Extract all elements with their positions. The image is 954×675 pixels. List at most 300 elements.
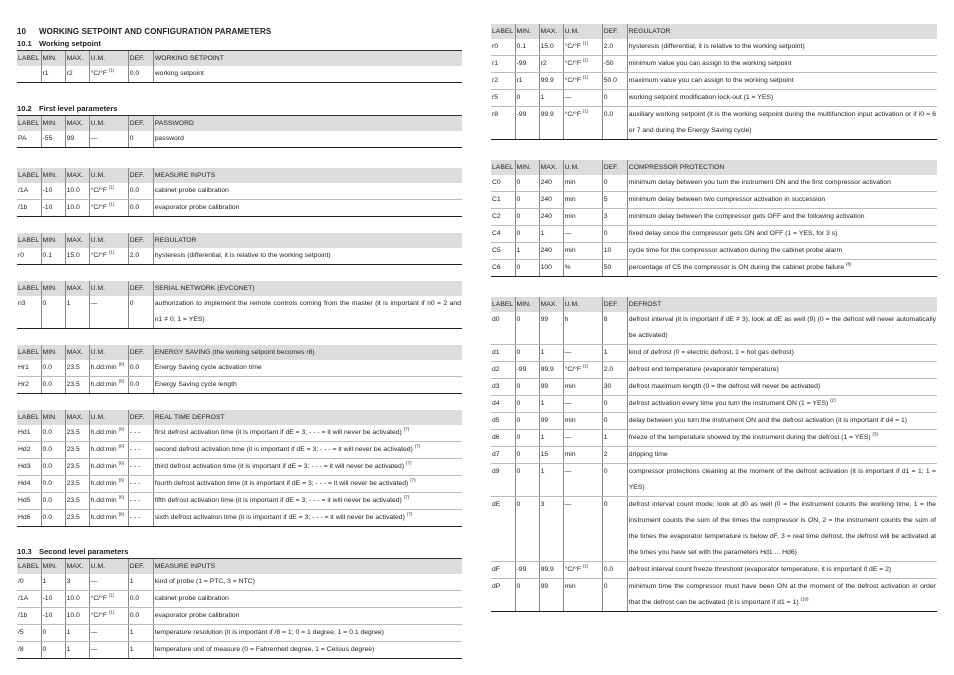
default-cell <box>602 192 627 209</box>
um-cell <box>89 608 128 625</box>
description-cell <box>627 209 937 226</box>
description-cell <box>153 296 462 329</box>
table-row <box>17 248 462 265</box>
table-row <box>491 209 937 226</box>
right-blocks <box>491 24 937 612</box>
parameter-block <box>491 297 937 612</box>
um-cell <box>89 377 128 394</box>
default-cell <box>128 296 153 329</box>
min-cell <box>515 209 539 226</box>
default-cell <box>602 430 627 447</box>
default-cell <box>128 459 153 476</box>
default-cell <box>602 579 627 612</box>
label-cell <box>17 183 41 200</box>
description-cell <box>627 497 937 562</box>
min-cell-text: 0 <box>516 468 521 475</box>
default-cell-text: 0.0 <box>603 111 614 118</box>
label-cell <box>491 260 515 277</box>
default-cell-text: 0 <box>603 94 608 101</box>
label-cell-text: d2 <box>492 366 500 373</box>
um-cell-text: °C/°F <box>564 111 582 118</box>
table-header-row <box>17 168 462 183</box>
max-cell-text: r2 <box>66 70 73 77</box>
um-cell-text: h.dd:min <box>90 480 117 487</box>
um-cell-text: — <box>564 501 572 508</box>
min-cell <box>41 66 65 83</box>
min-cell-text: 0 <box>516 583 521 590</box>
parameter-table <box>17 233 462 265</box>
um-footnote: (6) <box>118 511 125 517</box>
default-cell <box>602 413 627 430</box>
min-cell <box>515 192 539 209</box>
description-footnote: (2) <box>830 397 836 403</box>
default-cell <box>602 362 627 379</box>
um-cell-text: min <box>564 451 576 458</box>
table-row <box>17 425 462 442</box>
default-cell-text: - - - <box>129 497 141 504</box>
um-footnote: (1) <box>108 67 115 73</box>
label-cell-text: /1A <box>18 187 29 194</box>
table-row <box>491 447 937 464</box>
table-row <box>491 73 937 90</box>
max-cell-text: 23.5 <box>66 497 80 504</box>
max-cell <box>65 625 89 642</box>
max-cell <box>65 591 89 608</box>
max-cell <box>539 312 563 345</box>
description-cell-text: working setpoint <box>154 70 204 77</box>
subsection-title: Second level parameters <box>39 547 129 556</box>
min-cell <box>515 447 539 464</box>
um-cell-text: — <box>564 400 572 407</box>
description-cell <box>153 183 462 200</box>
max-cell <box>65 493 89 510</box>
default-cell-text: 0.0 <box>129 187 140 194</box>
min-cell-text: -10 <box>42 187 53 194</box>
parameter-table <box>491 297 937 612</box>
um-cell <box>563 379 602 396</box>
default-cell <box>602 56 627 73</box>
default-cell <box>128 591 153 608</box>
description-cell <box>627 396 937 413</box>
label-cell-text: d4 <box>492 400 500 407</box>
header-cell: DEF. <box>602 297 627 312</box>
um-cell <box>89 510 128 527</box>
min-cell <box>41 248 65 265</box>
label-cell <box>17 625 41 642</box>
label-cell-text: /1A <box>18 595 29 602</box>
left-column <box>17 26 462 675</box>
um-cell-text: °C/°F <box>564 366 582 373</box>
min-cell-text: -10 <box>42 612 53 619</box>
table-row <box>17 200 462 217</box>
description-cell-text: cabinet probe calibration <box>154 595 229 602</box>
parameter-table <box>491 160 937 277</box>
um-cell-text: min <box>564 179 576 186</box>
um-cell-text: °C/°F <box>564 43 582 50</box>
description-cell <box>627 579 937 612</box>
description-cell <box>153 591 462 608</box>
description-cell-text: defrost interval count freeze threshold (evaporator temperature, it is important if dE = 2) <box>628 566 892 573</box>
default-cell-text: 0.0 <box>129 595 140 602</box>
um-cell-text: — <box>564 434 572 441</box>
um-cell <box>563 226 602 243</box>
parameter-block <box>17 345 462 394</box>
min-cell-text: 0 <box>516 94 521 101</box>
max-cell <box>539 413 563 430</box>
max-cell <box>65 248 89 265</box>
description-cell <box>153 476 462 493</box>
um-footnote: (1) <box>582 563 589 569</box>
default-cell-text: 0 <box>129 300 134 307</box>
default-cell <box>602 396 627 413</box>
um-cell <box>89 183 128 200</box>
um-cell-text: h.dd:min <box>90 429 117 436</box>
max-cell-text: 99 <box>66 135 75 142</box>
subsection-title: Working setpoint <box>39 39 101 48</box>
header-cell: MIN. <box>41 559 65 574</box>
max-cell-text: r2 <box>540 60 547 67</box>
label-cell <box>491 447 515 464</box>
label-cell <box>491 107 515 140</box>
label-cell <box>17 131 41 148</box>
min-cell <box>515 312 539 345</box>
parameter-block <box>17 281 462 329</box>
subsection-title: First level parameters <box>39 104 118 113</box>
um-cell <box>563 413 602 430</box>
description-cell-text: defrost interval count mode; look at d0 as well (0 = the instrument counts the working time, 1 = the instrument counts the sum of the times the compressor is ON, 2 = the instrument counts the sum of the times the evaporator temperature is below dF, 3 = real time defrost, the defrost will be activated at the times you have set with the parameters Hd1 ... Hd6) <box>628 501 936 556</box>
label-cell-text: r0 <box>18 252 25 259</box>
um-cell-text: °C/°F <box>564 60 582 67</box>
max-cell <box>539 73 563 90</box>
header-cell: REGULATOR <box>153 233 462 248</box>
table-row <box>491 260 937 277</box>
um-cell <box>563 579 602 612</box>
label-cell <box>17 642 41 659</box>
label-cell-text: C4 <box>492 230 501 237</box>
um-cell <box>563 175 602 192</box>
label-cell-text: /0 <box>18 578 24 585</box>
min-cell <box>41 510 65 527</box>
label-cell-text: Hd5 <box>18 497 31 504</box>
max-cell <box>539 430 563 447</box>
description-cell <box>153 493 462 510</box>
max-cell <box>539 192 563 209</box>
max-cell-text: 23.5 <box>66 429 80 436</box>
header-cell: MIN. <box>41 345 65 360</box>
min-cell-text: r1 <box>42 70 49 77</box>
table-row <box>491 379 937 396</box>
default-cell <box>128 183 153 200</box>
um-cell <box>89 642 128 659</box>
default-cell <box>602 379 627 396</box>
max-cell-text: 1 <box>540 400 545 407</box>
um-cell <box>563 56 602 73</box>
description-cell <box>627 562 937 579</box>
default-cell <box>128 608 153 625</box>
description-cell-text: cycle time for the compressor activation during the cabinet probe alarm <box>628 247 843 254</box>
min-cell-text: 0 <box>516 451 521 458</box>
max-cell-text: 99 <box>540 583 549 590</box>
description-cell <box>627 39 937 56</box>
header-cell: MEASURE INPUTS <box>153 168 462 183</box>
min-cell-text: 0.0 <box>42 497 52 504</box>
label-cell-text: r0 <box>492 43 499 50</box>
label-cell <box>17 296 41 329</box>
default-cell-text: 0.0 <box>129 381 140 388</box>
default-cell-text: 1 <box>603 434 608 441</box>
description-cell-text: first defrost activation time (it is important if dE = 3; - - - = it will never be activated) <box>154 429 402 436</box>
um-cell-text: h.dd:min <box>90 446 117 453</box>
label-cell-text: Hr2 <box>18 381 29 388</box>
um-cell-text: min <box>564 583 576 590</box>
default-cell-text: 1 <box>603 349 608 356</box>
min-cell-text: 1 <box>516 247 521 254</box>
default-cell-text: 0.0 <box>129 612 140 619</box>
min-cell <box>515 579 539 612</box>
min-cell-text: 0 <box>516 179 521 186</box>
header-cell: U.M. <box>89 51 128 66</box>
table-header-row <box>491 160 937 175</box>
description-cell <box>153 360 462 377</box>
max-cell <box>65 296 89 329</box>
description-cell-text: minimum delay between you turn the instrument ON and the first compressor activation <box>628 179 891 186</box>
description-cell <box>153 425 462 442</box>
default-cell-text: 0 <box>603 230 608 237</box>
header-cell: MIN. <box>41 233 65 248</box>
max-cell-text: 99.9 <box>540 566 554 573</box>
um-cell <box>89 360 128 377</box>
max-cell-text: 1 <box>540 468 545 475</box>
max-cell-text: 3 <box>66 578 71 585</box>
um-cell <box>563 107 602 140</box>
header-cell: LABEL <box>17 233 41 248</box>
max-cell <box>539 396 563 413</box>
default-cell <box>602 175 627 192</box>
description-cell-text: authorization to implement the remote controls coming from the master (it is important if n0 = 2 and n1 ≠ 0; 1 = YES) <box>154 300 461 323</box>
min-cell-text: 0.1 <box>516 43 526 50</box>
max-cell-text: 240 <box>540 196 552 203</box>
max-cell <box>65 360 89 377</box>
min-cell <box>41 360 65 377</box>
min-cell-text: 0 <box>42 629 47 636</box>
default-cell <box>128 131 153 148</box>
parameter-block <box>17 233 462 265</box>
min-cell <box>515 430 539 447</box>
min-cell-text: 0 <box>516 316 521 323</box>
label-cell-text: C0 <box>492 179 501 186</box>
default-cell <box>602 107 627 140</box>
um-cell <box>563 430 602 447</box>
table-header-row <box>491 297 937 312</box>
label-cell-text: n3 <box>18 300 26 307</box>
min-cell <box>41 493 65 510</box>
min-cell <box>515 345 539 362</box>
header-cell: DEFROST <box>627 297 937 312</box>
min-cell-text: -99 <box>516 60 527 67</box>
min-cell-text: -99 <box>516 366 527 373</box>
default-cell <box>128 377 153 394</box>
header-cell: DEF. <box>602 24 627 39</box>
um-cell-text: — <box>564 468 572 475</box>
description-cell <box>627 362 937 379</box>
min-cell-text: 0 <box>516 434 521 441</box>
min-cell <box>41 183 65 200</box>
min-cell <box>41 459 65 476</box>
header-cell: DEF. <box>128 51 153 66</box>
max-cell-text: 1 <box>540 230 545 237</box>
table-row <box>17 476 462 493</box>
default-cell <box>602 39 627 56</box>
default-cell <box>602 345 627 362</box>
um-cell-text: — <box>90 300 98 307</box>
description-cell <box>153 574 462 591</box>
default-cell <box>602 464 627 497</box>
default-cell <box>128 200 153 217</box>
max-cell <box>539 175 563 192</box>
table-row <box>17 442 462 459</box>
label-cell <box>17 608 41 625</box>
um-cell <box>563 90 602 107</box>
min-cell-text: 0.0 <box>42 514 52 521</box>
header-cell: LABEL <box>491 160 515 175</box>
um-cell-text: °C/°F <box>90 595 108 602</box>
description-cell <box>627 312 937 345</box>
default-cell-text: 2.0 <box>603 43 614 50</box>
default-cell <box>128 574 153 591</box>
description-cell-text: minimum delay between two compressor activation in succession <box>628 196 826 203</box>
description-cell-text: delay between you turn the instrument ON and the defrost activation (it is important if d4 = 1) <box>628 417 908 424</box>
header-cell: MIN. <box>515 24 539 39</box>
max-cell-text: 1 <box>66 300 71 307</box>
subsection-heading <box>17 103 462 116</box>
subsection-number: 10.1 <box>17 39 32 48</box>
default-cell-text: 2.0 <box>129 252 140 259</box>
max-cell-text: 1 <box>540 349 545 356</box>
default-cell <box>602 260 627 277</box>
min-cell <box>41 200 65 217</box>
um-cell-text: °C/°F <box>90 252 108 259</box>
max-cell <box>539 226 563 243</box>
label-cell-text: C6 <box>492 264 501 271</box>
description-cell <box>153 459 462 476</box>
max-cell-text: 99.9 <box>540 77 554 84</box>
label-cell-text: Hd1 <box>18 429 31 436</box>
um-footnote: (6) <box>118 477 125 483</box>
default-cell-text: 1 <box>129 646 134 653</box>
default-cell <box>602 447 627 464</box>
label-cell <box>491 562 515 579</box>
min-cell <box>515 73 539 90</box>
description-cell-text: compressor protections cleaning at the moment of the defrost activation (it is important if d1 = 1; 1 = YES) <box>628 468 936 491</box>
description-cell-text: password <box>154 135 184 142</box>
description-cell <box>627 243 937 260</box>
um-cell <box>563 260 602 277</box>
max-cell <box>65 200 89 217</box>
um-cell <box>89 200 128 217</box>
default-cell <box>602 90 627 107</box>
header-cell: DEF. <box>128 559 153 574</box>
description-cell-text: cabinet probe calibration <box>154 187 229 194</box>
default-cell <box>128 442 153 459</box>
default-cell-text: 5 <box>603 196 608 203</box>
default-cell <box>602 209 627 226</box>
min-cell <box>515 379 539 396</box>
table-header-row <box>17 410 462 425</box>
min-cell-text: 0 <box>42 300 47 307</box>
header-cell: MEASURE INPUTS <box>153 559 462 574</box>
min-cell-text: 0.0 <box>42 364 52 371</box>
label-cell-text: d1 <box>492 349 500 356</box>
description-cell <box>627 107 937 140</box>
header-cell: SERIAL NETWORK (EVCONET) <box>153 281 462 296</box>
um-cell-text: min <box>564 247 576 254</box>
header-cell: REAL TIME DEFROST <box>153 410 462 425</box>
max-cell <box>65 642 89 659</box>
default-cell-text: 50.0 <box>603 77 617 84</box>
max-cell-text: 240 <box>540 247 552 254</box>
table-row <box>491 107 937 140</box>
max-cell-text: 1 <box>540 94 545 101</box>
default-cell-text: 0 <box>603 179 608 186</box>
description-cell <box>153 66 462 83</box>
table-header-row <box>17 233 462 248</box>
min-cell <box>515 39 539 56</box>
parameter-table <box>17 559 462 659</box>
um-cell <box>89 625 128 642</box>
um-cell-text: — <box>564 94 572 101</box>
description-cell-text: sixth defrost activation time (it is important if dE = 3; - - - = it will never be activated) <box>154 514 405 521</box>
max-cell <box>539 345 563 362</box>
table-row <box>17 625 462 642</box>
default-cell <box>128 360 153 377</box>
table-row <box>17 183 462 200</box>
min-cell-text: 0.1 <box>42 252 52 259</box>
um-footnote: (6) <box>118 460 125 466</box>
max-cell-text: 23.5 <box>66 480 80 487</box>
parameter-block <box>17 103 462 148</box>
default-cell <box>128 625 153 642</box>
um-cell <box>563 312 602 345</box>
default-cell <box>128 493 153 510</box>
label-cell <box>17 459 41 476</box>
description-footnote: (7) <box>403 494 410 500</box>
min-cell <box>41 574 65 591</box>
table-row <box>491 464 937 497</box>
table-row <box>491 396 937 413</box>
min-cell <box>515 226 539 243</box>
max-cell-text: 23.5 <box>66 463 80 470</box>
label-cell-text: Hd2 <box>18 446 31 453</box>
min-cell <box>515 260 539 277</box>
label-cell <box>17 442 41 459</box>
default-cell <box>128 425 153 442</box>
min-cell-text: -10 <box>42 204 53 211</box>
table-row <box>17 608 462 625</box>
header-cell: DEF. <box>128 281 153 296</box>
label-cell-text: r8 <box>492 111 499 118</box>
label-cell <box>491 579 515 612</box>
max-cell-text: 99.9 <box>540 366 554 373</box>
max-cell-text: 15.0 <box>66 252 80 259</box>
header-cell: MAX. <box>65 168 89 183</box>
um-cell <box>89 476 128 493</box>
max-cell <box>539 39 563 56</box>
label-cell <box>17 493 41 510</box>
description-cell-text: defrost maximum length (0 = the defrost will never be activated) <box>628 383 821 390</box>
header-cell: MAX. <box>65 281 89 296</box>
default-cell <box>602 562 627 579</box>
table-row <box>491 56 937 73</box>
